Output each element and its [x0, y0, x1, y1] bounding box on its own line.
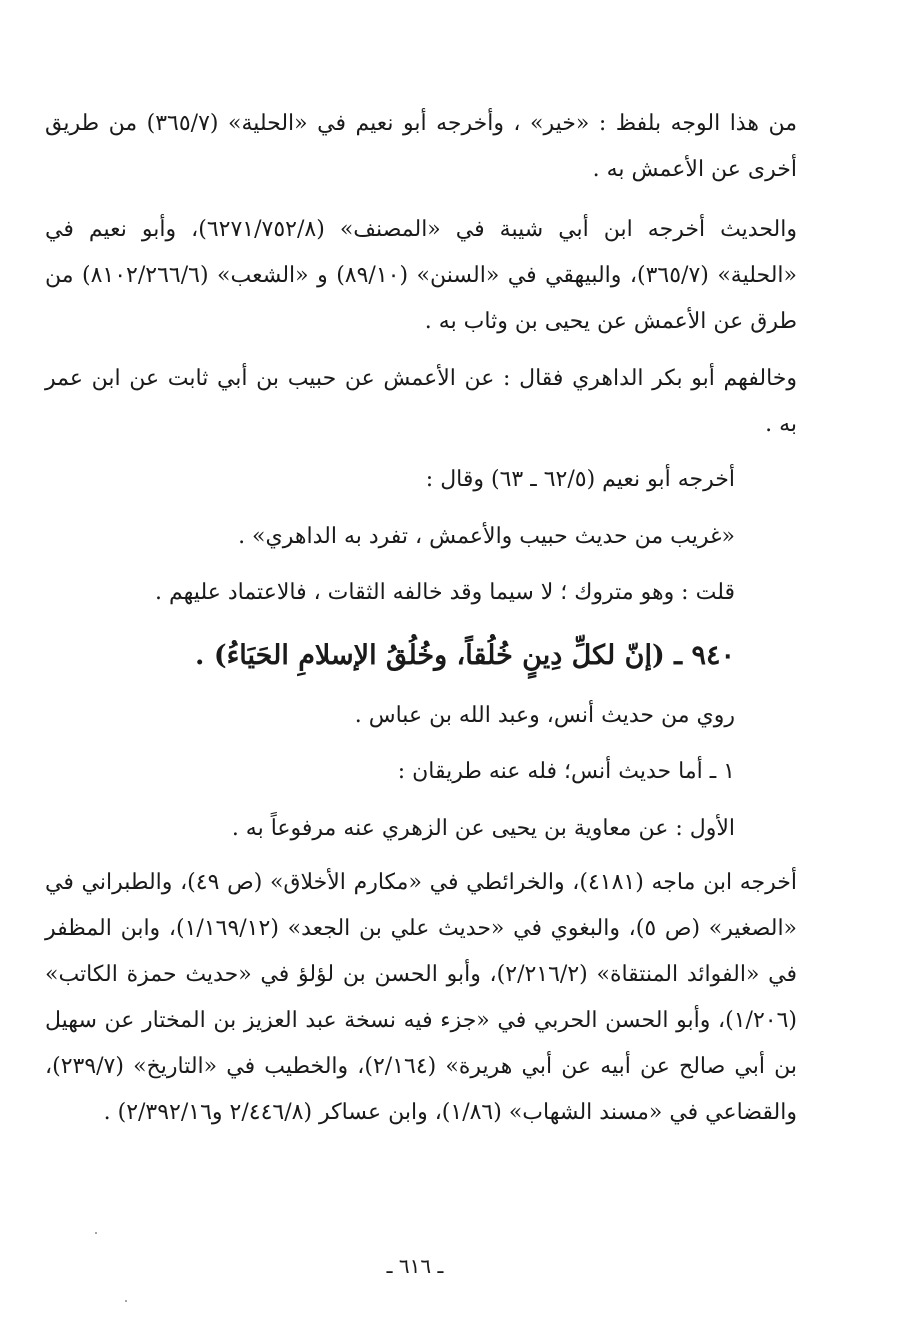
paragraph-comment: قلت : وهو متروك ؛ لا سيما وقد خالفه الثقات ، فالاعتماد عليهم . [155, 580, 735, 605]
scan-speck [125, 1300, 127, 1302]
quotation: «غريب من حديث حبيب والأعمش ، تفرد به الداهري» . [238, 524, 735, 549]
paragraph-first-route: الأول : عن معاوية بن يحيى عن الزهري عنه مرفوعاً به . [231, 816, 735, 841]
paragraph-1: من هذا الوجه بلفظ : «خير» ، وأخرجه أبو نعيم في «الحلية» (٣٦٥/٧) من طريق أخرى عن الأعمش به . [45, 111, 797, 182]
scan-speck [95, 1232, 97, 1234]
paragraph-2: والحديث أخرجه ابن أبي شيبة في «المصنف» (٦٢٧١/٧٥٢/٨)، وأبو نعيم في «الحلية» (٣٦٥/٧)، والبيهقي في «السنن» (٨٩/١٠) و «الشعب» (٨١٠٢/٢٦٦/٦) من طرق عن الأعمش عن يحيى بن وثاب به . [45, 217, 797, 334]
paragraph-3: وخالفهم أبو بكر الداهري فقال : عن الأعمش عن حبيب بن أبي ثابت عن ابن عمر به . [45, 366, 797, 437]
paragraph-narrations: روي من حديث أنس، وعبد الله بن عباس . [354, 703, 735, 728]
page-number: ـ ٦١٦ ـ [386, 1254, 444, 1278]
hadith-heading: ٩٤٠ ـ (إنّ لكلِّ دِينٍ خُلُقاً، وخُلُقُ الإسلامِ الحَيَاءُ) . [195, 640, 735, 671]
paragraph-takhrij: أخرجه ابن ماجه (٤١٨١)، والخرائطي في «مكارم الأخلاق» (ص ٤٩)، والطبراني في «الصغير» (ص ٥)، والبغوي في «حديث علي بن الجعد» (١/١٦٩/١٢)، وابن المظفر في «الفوائد المنتقاة» (٢/٢١٦/٢)، وأبو الحسن بن لؤلؤ في «حديث حمزة الكاتب» (١/٢٠٦)، وأبو الحسن الحربي في «جزء فيه نسخة عبد العزيز بن المختار عن سهيل بن أبي صالح عن أبيه عن أبي هريرة» (٢/١٦٤)، والخطيب في «التاريخ» (٢٣٩/٧)، والقضاعي في «مسند الشهاب» (١/٨٦)، وابن عساكر (٢/٤٤٦/٨ و٢/٣٩٢/١٦) . [45, 870, 798, 1125]
paragraph-4: أخرجه أبو نعيم (٦٢/٥ ـ ٦٣) وقال : [425, 467, 735, 492]
paragraph-anas: ١ ـ أما حديث أنس؛ فله عنه طريقان : [397, 759, 735, 784]
